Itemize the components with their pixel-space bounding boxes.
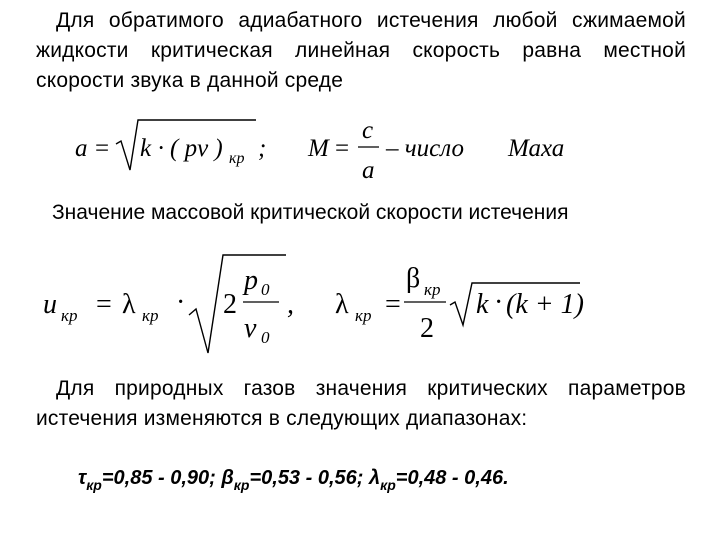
semicolon: ; xyxy=(258,135,267,162)
equals-sign: = xyxy=(95,135,110,162)
equals-sign-3: = xyxy=(96,289,112,320)
subscript-kr-u: кр xyxy=(61,306,78,325)
numerator-c: c xyxy=(362,117,374,144)
equals-sign-2: = xyxy=(335,135,350,162)
dot-operator-3: · xyxy=(494,287,504,318)
mass-speed-heading: Значение массовой критической скорости истечения xyxy=(52,201,569,224)
subscript-0-p: 0 xyxy=(261,280,270,299)
natural-gas-paragraph: Для природных газов значения критических параметров истечения изменяются в следующих диапазонах: xyxy=(36,377,686,430)
subscript-0-v: 0 xyxy=(261,328,270,347)
numerator-p: p xyxy=(244,265,258,296)
subscript-kr-beta: кр xyxy=(424,280,441,299)
symbol-pv: ( pv ) xyxy=(170,135,223,162)
subscript-kr-lambda: кр xyxy=(142,306,159,325)
symbol-beta: β xyxy=(406,263,421,294)
tau-subscript: кр xyxy=(86,477,102,493)
ranges-line xyxy=(78,467,509,493)
tau-value: =0,85 - 0,90; xyxy=(101,467,222,489)
symbol-k: k xyxy=(140,135,152,162)
mach-text: Маха xyxy=(508,135,565,162)
symbol-lambda: λ xyxy=(122,289,136,320)
comma: , xyxy=(287,289,294,320)
number-two-2: 2 xyxy=(420,313,434,344)
subscript-kr-lambda-2: кр xyxy=(355,306,372,325)
lambda-symbol: λ xyxy=(368,467,381,489)
lambda-value: =0,48 - 0,46. xyxy=(395,467,509,489)
dot-operator: · xyxy=(157,135,166,162)
intro-paragraph: Для обратимого адиабатного истечения любой сжимаемой жидкости критическая линейная скорость равна местной скорости звука в данной среде xyxy=(36,9,686,92)
k-plus-one: (k + 1) xyxy=(506,289,584,320)
symbol-k-2: k xyxy=(476,289,489,320)
beta-symbol: β xyxy=(221,467,234,489)
formula-sound-speed xyxy=(0,108,720,198)
number-two: 2 xyxy=(223,289,237,320)
dot-operator-2: · xyxy=(176,287,186,318)
beta-subscript: кр xyxy=(233,477,250,493)
sqrt-sign-2 xyxy=(189,255,286,353)
beta-value: =0,53 - 0,56; xyxy=(249,467,369,489)
denominator-v: v xyxy=(244,313,257,344)
tau-symbol: τ xyxy=(78,467,87,489)
lambda-subscript: кр xyxy=(380,477,396,493)
symbol-u: u xyxy=(43,289,57,320)
symbol-a: a xyxy=(75,135,88,162)
symbol-lambda-2: λ xyxy=(335,289,349,320)
equals-sign-4: = xyxy=(385,289,401,320)
formula-mass-speed xyxy=(0,245,720,365)
subscript-kr: кр xyxy=(229,150,245,167)
denominator-a: a xyxy=(362,157,375,184)
dash-number-text: – число xyxy=(386,135,464,162)
symbol-M: M xyxy=(308,135,329,162)
